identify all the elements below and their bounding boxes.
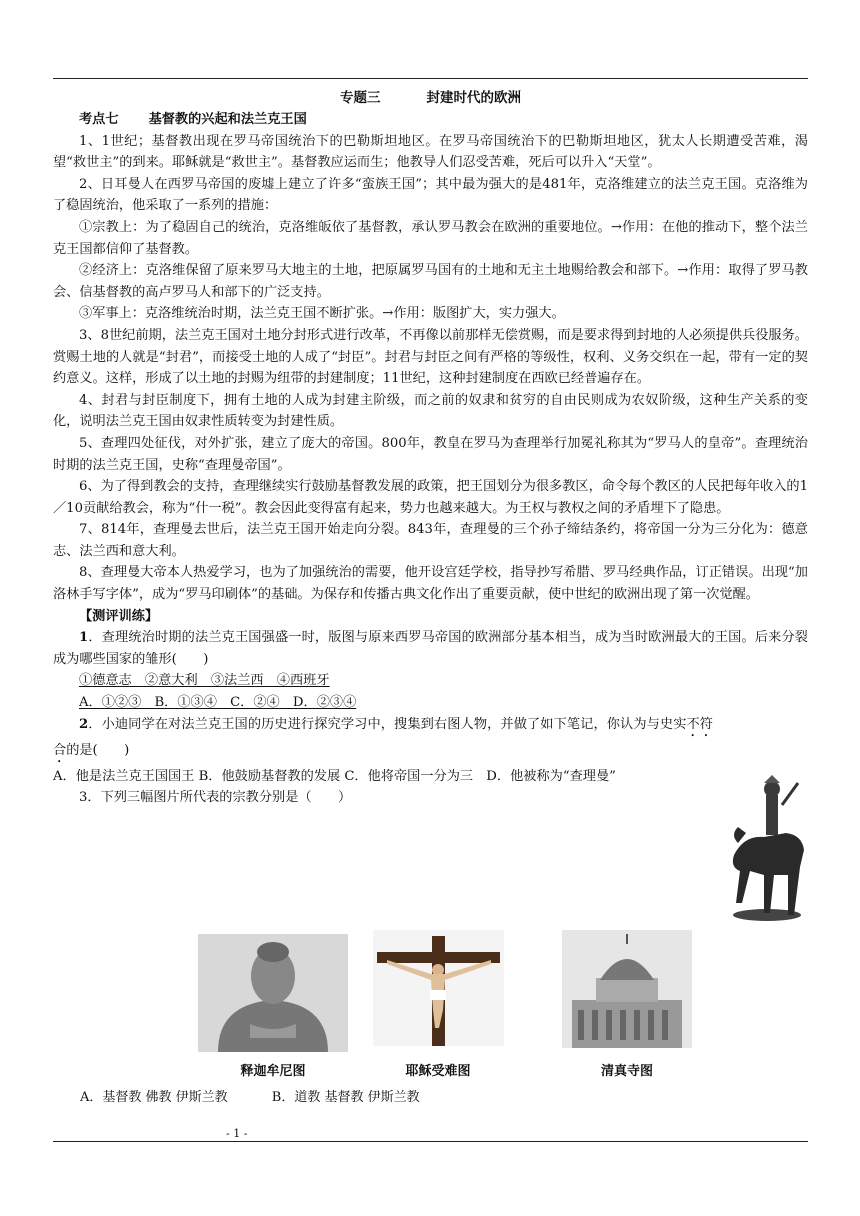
section-label: 考点七	[79, 112, 119, 127]
paragraph: 2、日耳曼人在西罗马帝国的废墟上建立了许多“蛮族王国”；其中最为强大的是481年，克洛维建立的法兰克王国。克洛维为了稳固统治，他采取了一系列的措施：	[53, 176, 808, 214]
paragraph: ②经济上：克洛维保留了原来罗马大地主的土地，把原属罗马国有的土地和无主土地赐给教会和部下。→作用：取得了罗马教会、信基督教的高卢罗马人和部下的广泛支持。	[53, 263, 808, 300]
question-options: A．①②③ B．①③④ C．②④ D．②③④	[79, 695, 357, 711]
question-number: 2	[79, 716, 89, 732]
page-number: - 1 -	[226, 1127, 248, 1140]
question-text: ．小迪同学在对法兰克王国的历史进行探究学习中，搜集到右图人物，并做了如下笔记，你认为与史实	[88, 716, 687, 732]
crucifix-image	[373, 930, 504, 1046]
question-2-options: A．他是法兰克王国国王 B．他鼓励基督教的发展 C．他将帝国一分为三 D．他被称为“查理曼”	[53, 768, 616, 784]
caption-mosque: 清真寺图	[600, 1064, 653, 1079]
header-rule	[53, 78, 808, 79]
question-1	[53, 627, 808, 670]
question-1-options	[53, 692, 808, 714]
caption-crucifix: 耶稣受难图	[405, 1064, 471, 1079]
question-items: ①德意志 ②意大利 ③法兰西 ④西班牙	[79, 673, 330, 689]
paragraph: 5、查理四处征伐，对外扩张，建立了庞大的帝国。800年，教皇在罗马为查理举行加冕礼称其为“罗马人的皇帝”。查理统治时期的法兰克王国，史称“查理曼帝国”。	[53, 435, 808, 473]
emphasis-text: 不符合	[53, 716, 713, 758]
charlemagne-statue-image	[724, 775, 810, 923]
paragraph: ③军事上：克洛维统治时期，法兰克王国不断扩张。→作用：版图扩大，实力强大。	[79, 306, 565, 322]
section-name: 基督教的兴起和法兰克王国	[148, 112, 307, 127]
question-2	[53, 714, 713, 766]
caption-buddha: 释迦牟尼图	[240, 1064, 306, 1079]
paragraph: 1、1世纪；基督教出现在罗马帝国统治下的巴勒斯坦地区。在罗马帝国统治下的巴勒斯坦地区，犹太人长期遭受苦难，渴望“救世主”的到来。耶稣就是“救世主”。基督教应运而生；他教导人们忍受苦难，死后可以升入“天堂”。	[53, 133, 808, 171]
paragraph: 3、8世纪前期，法兰克王国对土地分封形式进行改革，不再像以前那样无偿赏赐，而是要求得到封地的人必须提供兵役服务。赏赐土地的人就是“封君”，而接受土地的人成了“封臣”。封君与封臣之间有严格的等级性，权利、义务交织在一起，带有一定的契约意义。这样，形成了以土地的封赐为纽带的封建制度；11世纪，这种封建制度在西欧已经普遍存在。	[53, 327, 808, 387]
paragraph: 8、查理曼大帝本人热爱学习，也为了加强统治的需要，他开设宫廷学校，指导抄写希腊、罗马经典作品，订正错误。出现“加洛林手写字体”，成为“罗马印刷体”的基础。为保存和传播古典文化作出了重要贡献，使中世纪的欧洲出现了第一次觉醒。	[53, 565, 808, 603]
mosque-image	[562, 930, 692, 1048]
title-subject: 封建时代的欧洲	[426, 90, 521, 106]
paragraph: ①宗教上：为了稳固自己的统治，克洛维皈依了基督教，承认罗马教会在欧洲的重要地位。→作用：在他的推动下，整个法兰克王国都信仰了基督教。	[53, 219, 808, 257]
question-number: 1	[79, 630, 89, 646]
document-body	[53, 88, 808, 809]
option-b: B．道教 基督教 伊斯兰教	[271, 1090, 420, 1105]
question-text: ．查理统治时期的法兰克王国强盛一时，版图与原来西罗马帝国的欧洲部分基本相当，成为当时欧洲最大的王国。后来分裂成为哪些国家的雏形( )	[53, 630, 808, 667]
option-a: A．基督教 佛教 伊斯兰教	[80, 1090, 228, 1105]
paragraph: 4、封君与封臣制度下，拥有土地的人成为封建主阶级，而之前的奴隶和贫穷的自由民则成为农奴阶级，这种生产关系的变化，说明法兰克王国由奴隶性质转变为封建性质。	[53, 392, 808, 430]
exercise-heading: 【测评训练】	[79, 608, 159, 624]
footer-rule	[53, 1141, 808, 1142]
question-1-items	[53, 670, 808, 692]
question-3-options	[80, 1086, 460, 1105]
title-topic: 专题三	[340, 90, 381, 106]
paragraph: 6、为了得到教会的支持，查理继续实行鼓励基督教发展的政策，把王国划分为很多教区，命令每个教区的人民把每年收入的1／10贡献给教会，称为“什一税”。教会因此变得富有起来，势力也越来越大。为王权与教权之间的矛盾埋下了隐患。	[53, 479, 808, 516]
question-3: 3．下列三幅图片所代表的宗教分别是（ ）	[79, 790, 352, 806]
page-title	[53, 88, 808, 109]
section-heading	[53, 109, 808, 131]
paragraph: 7、814年，查理曼去世后，法兰克王国开始走向分裂。843年，查理曼的三个孙子缔结条约，将帝国一分为三分化为：德意志、法兰西和意大利。	[53, 522, 808, 559]
buddha-image	[198, 934, 348, 1052]
question-text: 的是( )	[66, 742, 130, 758]
